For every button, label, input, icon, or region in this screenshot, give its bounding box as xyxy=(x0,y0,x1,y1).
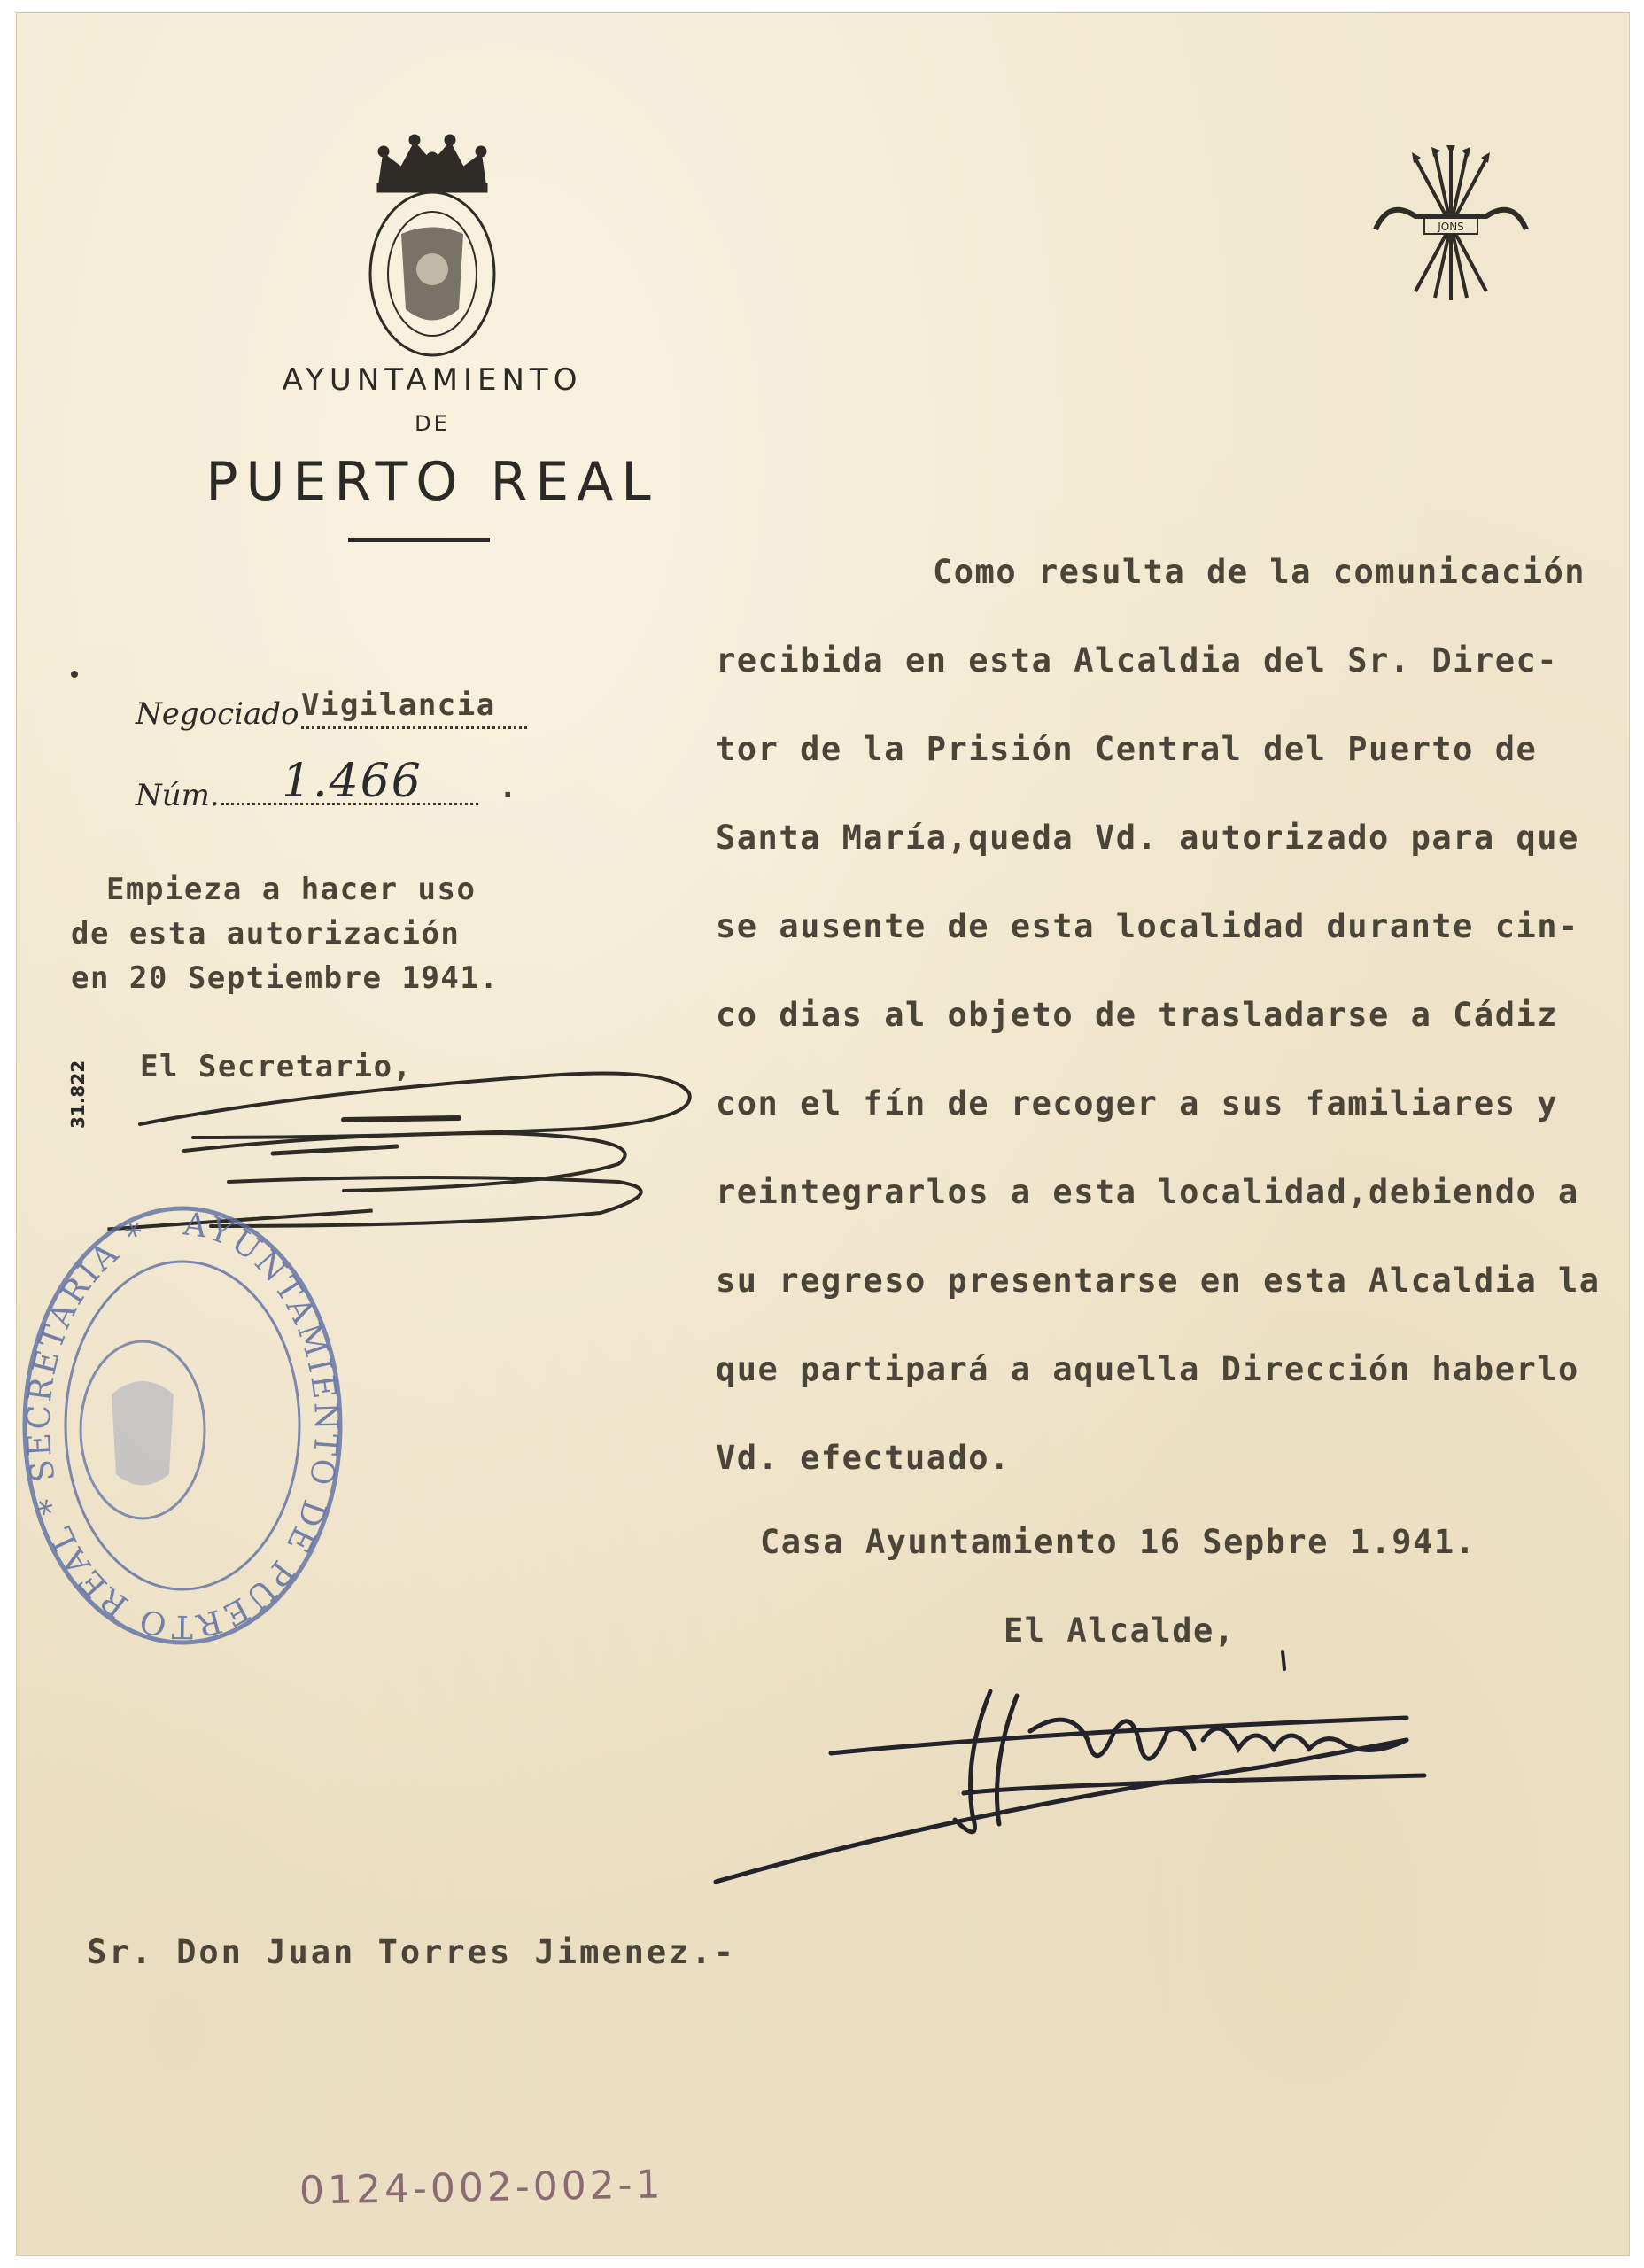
body-line: reintegrarlos a esta localidad,debiendo a xyxy=(716,1173,1579,1211)
closing-label: El Alcalde, xyxy=(1004,1612,1236,1650)
body-line: recibida en esta Alcaldia del Sr. Direc- xyxy=(716,641,1559,680)
archive-number: 0124-002-002-1 xyxy=(299,2162,664,2214)
stamp-ring-text: AYUNTAMIENTO DE PUERTO REAL * SECRETARIA * xyxy=(20,1206,345,1645)
margin-code: 31.822 xyxy=(67,1060,89,1129)
emblem-label: JONS xyxy=(1438,221,1464,233)
side-note-line: Empieza a hacer uso xyxy=(106,872,477,907)
num-value-handwritten: 1.466 xyxy=(282,755,423,808)
side-note xyxy=(71,867,499,1000)
municipal-stamp xyxy=(14,1191,351,1660)
body-line: con el fín de recoger a sus familiares y xyxy=(716,1084,1559,1122)
body-line: su regreso presentarse en esta Alcaldia la xyxy=(716,1262,1601,1300)
letterhead-divider xyxy=(348,538,490,542)
mayor-signature xyxy=(698,1634,1477,1899)
letterhead-line-1: AYUNTAMIENTO xyxy=(282,362,583,398)
ink-dot xyxy=(71,671,78,678)
negociado-label: Negociado xyxy=(136,696,299,732)
letterhead-line-2: DE xyxy=(415,411,450,436)
num-suffix: . xyxy=(499,770,517,805)
addressee: Sr. Don Juan Torres Jimenez.- xyxy=(87,1933,737,1971)
body-line: Santa María,queda Vd. autorizado para que xyxy=(716,819,1579,857)
letterhead-title: PUERTO REAL xyxy=(206,451,659,513)
body-line: Vd. efectuado. xyxy=(716,1439,1011,1477)
yoke-and-arrows-emblem-icon xyxy=(1362,145,1539,305)
body-line: Como resulta de la comunicación xyxy=(933,553,1586,591)
body-line: se ausente de esta localidad durante cin- xyxy=(716,907,1579,945)
document-page xyxy=(16,12,1630,2256)
secretary-label: El Secretario, xyxy=(140,1049,413,1084)
side-note-line: en 20 Septiembre 1941. xyxy=(71,960,500,996)
date-line: Casa Ayuntamiento 16 Sepbre 1.941. xyxy=(760,1523,1477,1561)
body-line: co dias al objeto de trasladarse a Cádiz xyxy=(716,996,1559,1034)
coat-of-arms-icon xyxy=(353,132,512,362)
num-label: Núm. xyxy=(136,778,220,813)
side-note-line: de esta autorización xyxy=(71,916,461,951)
body-line: tor de la Prisión Central del Puerto de xyxy=(716,730,1538,768)
body-line: que partipará a aquella Dirección haberlo xyxy=(716,1350,1579,1388)
negociado-value: Vigilancia xyxy=(301,687,527,729)
